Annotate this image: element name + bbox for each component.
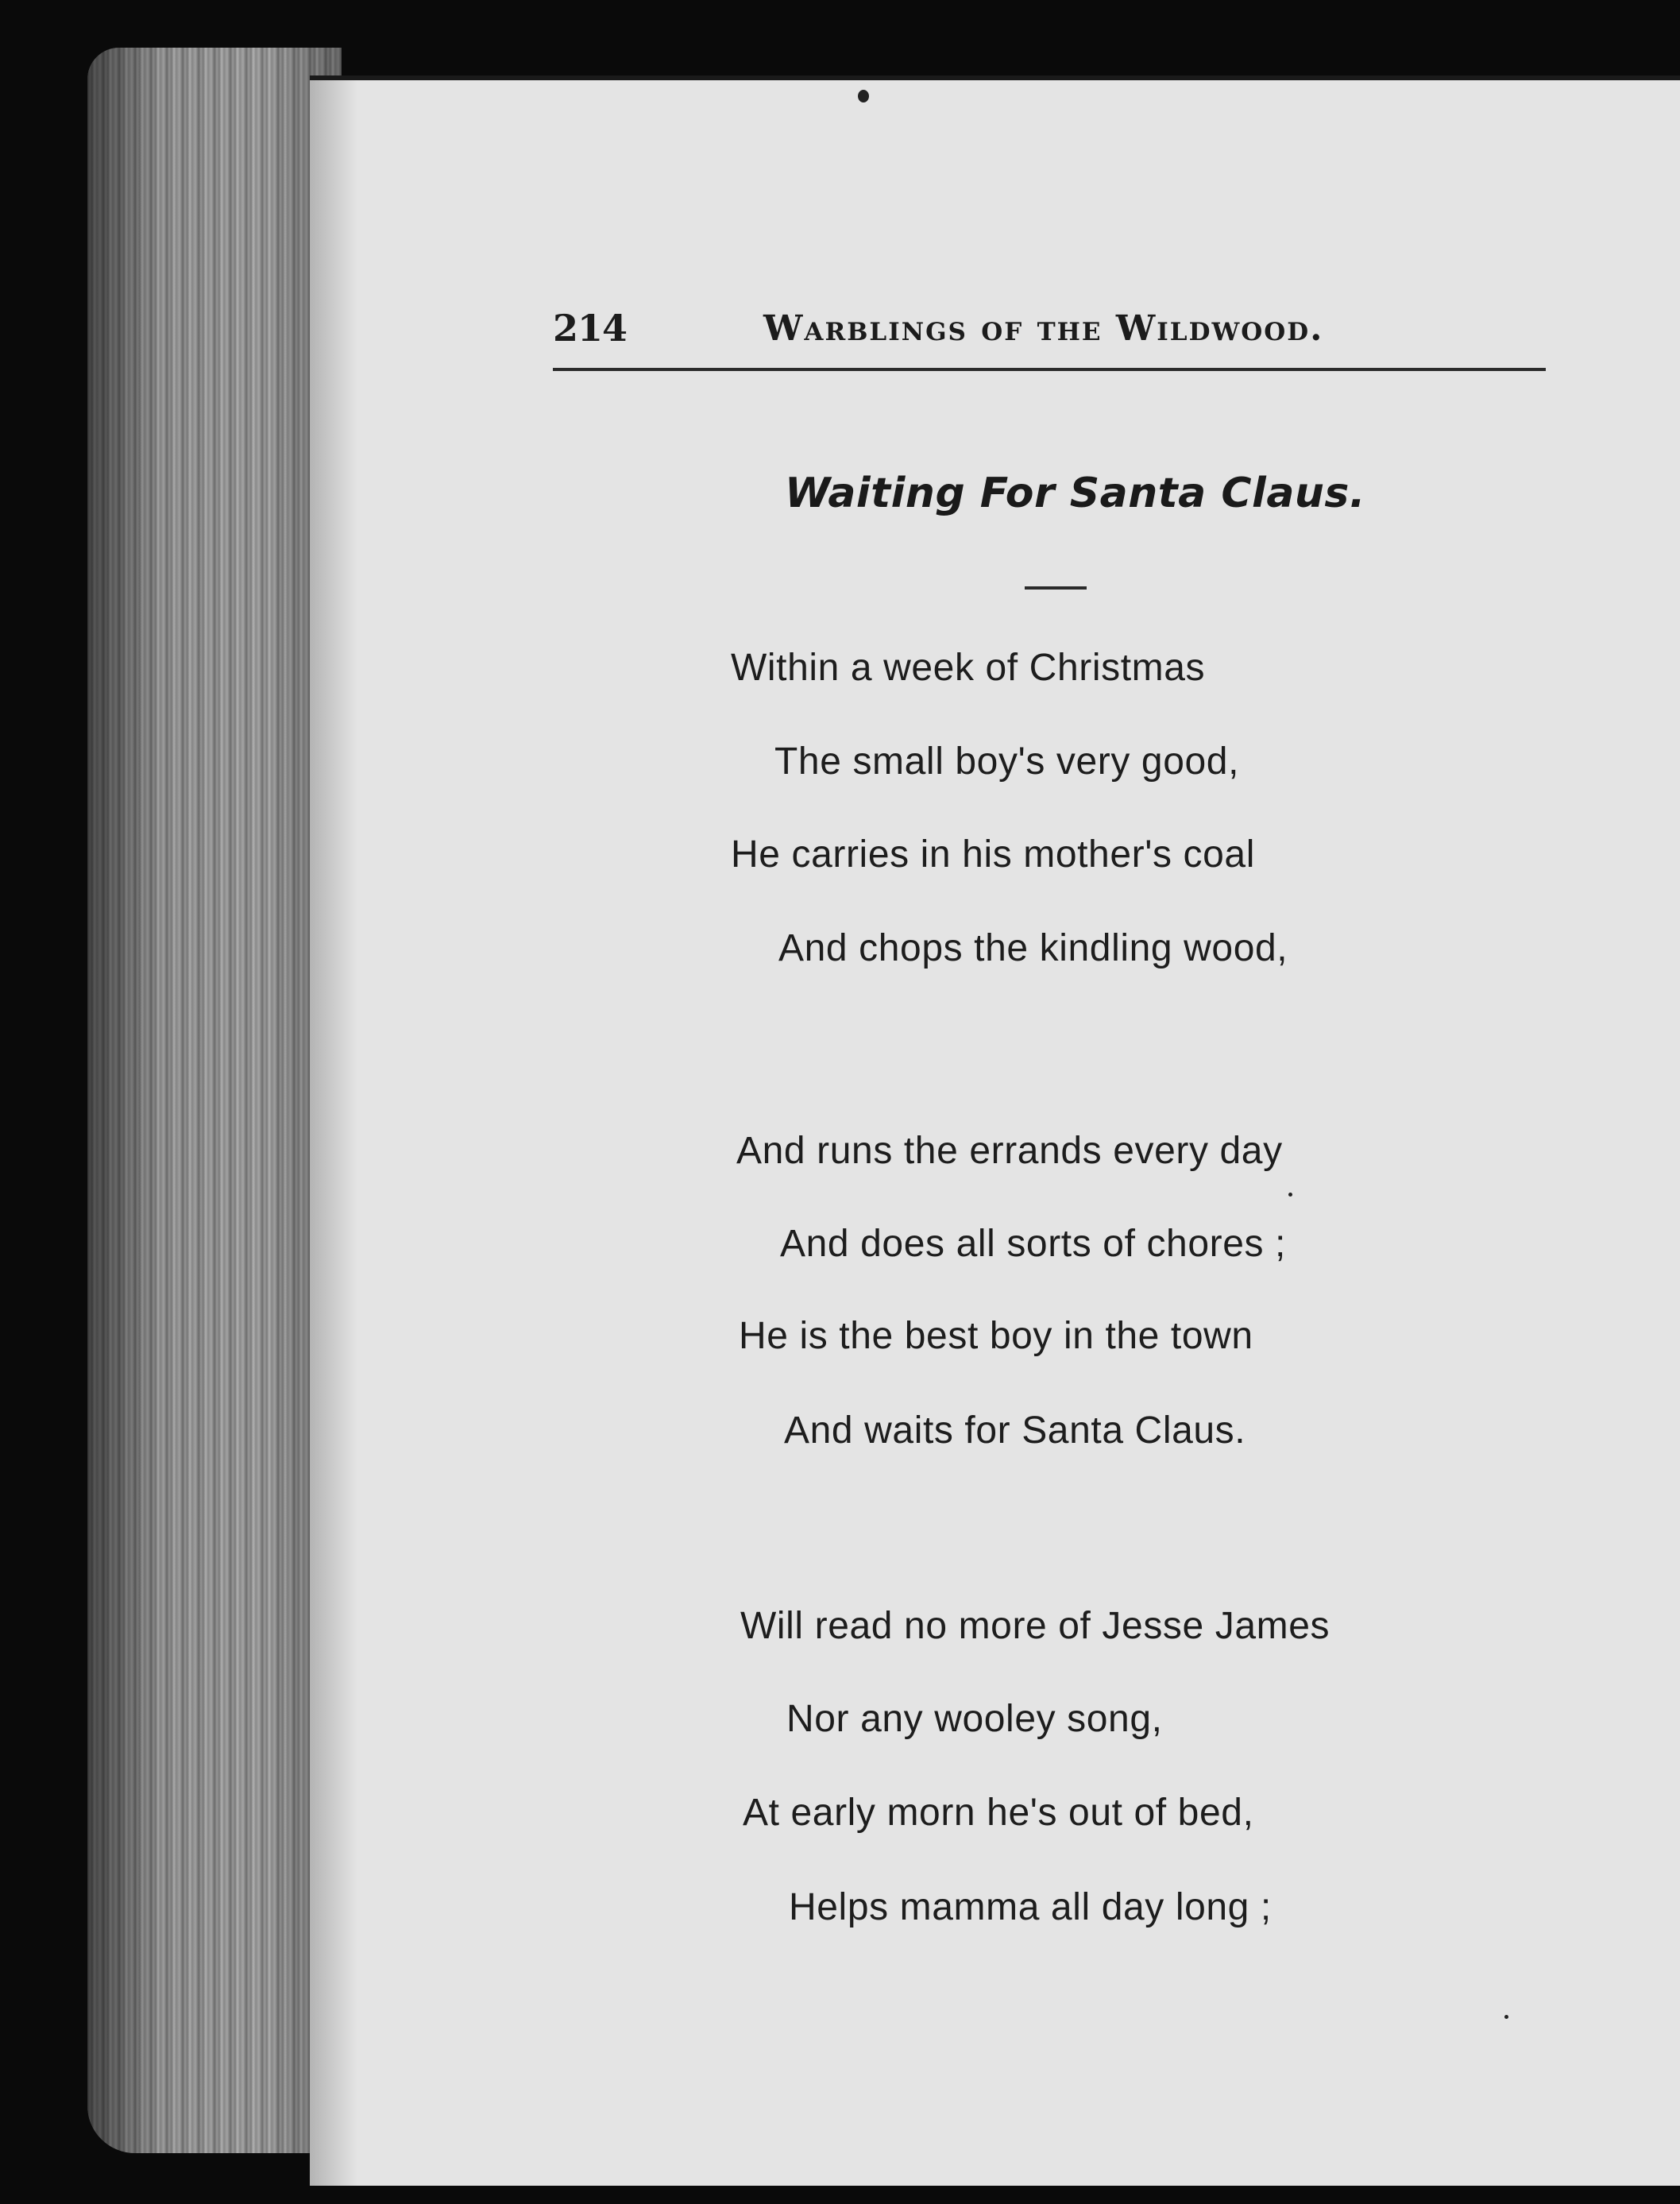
gutter-shadow: [310, 80, 357, 2186]
running-header: [553, 307, 1546, 354]
verse-line: He is the best boy in the town: [739, 1315, 1253, 1357]
verse-line: And chops the kindling wood,: [778, 927, 1288, 969]
ink-speck: [858, 90, 869, 102]
verse-line: Within a week of Christmas: [731, 647, 1206, 689]
verse-line: The small boy's very good,: [774, 740, 1240, 783]
page-number: 214: [553, 307, 628, 350]
poem-title: Waiting For Santa Claus.: [785, 470, 1366, 517]
verse-line: Will read no more of Jesse James: [740, 1605, 1330, 1647]
running-title: Warblings of the Wildwood.: [763, 308, 1324, 349]
header-rule: [553, 368, 1546, 371]
book-page: [310, 75, 1680, 2186]
ink-speck: [1288, 1193, 1292, 1197]
verse-line: Nor any wooley song,: [786, 1698, 1163, 1740]
verse-line: At early morn he's out of bed,: [743, 1792, 1254, 1834]
verse-line: And does all sorts of chores ;: [780, 1223, 1286, 1265]
verse-line: Helps mamma all day long ;: [789, 1886, 1272, 1928]
verse-line: And waits for Santa Claus.: [784, 1409, 1246, 1452]
ink-speck: [1504, 2015, 1508, 2019]
page-edge-shadow: [87, 48, 342, 2153]
verse-line: He carries in his mother's coal: [731, 833, 1255, 876]
verse-line: And runs the errands every day: [736, 1130, 1283, 1172]
title-dash: [1025, 586, 1087, 590]
